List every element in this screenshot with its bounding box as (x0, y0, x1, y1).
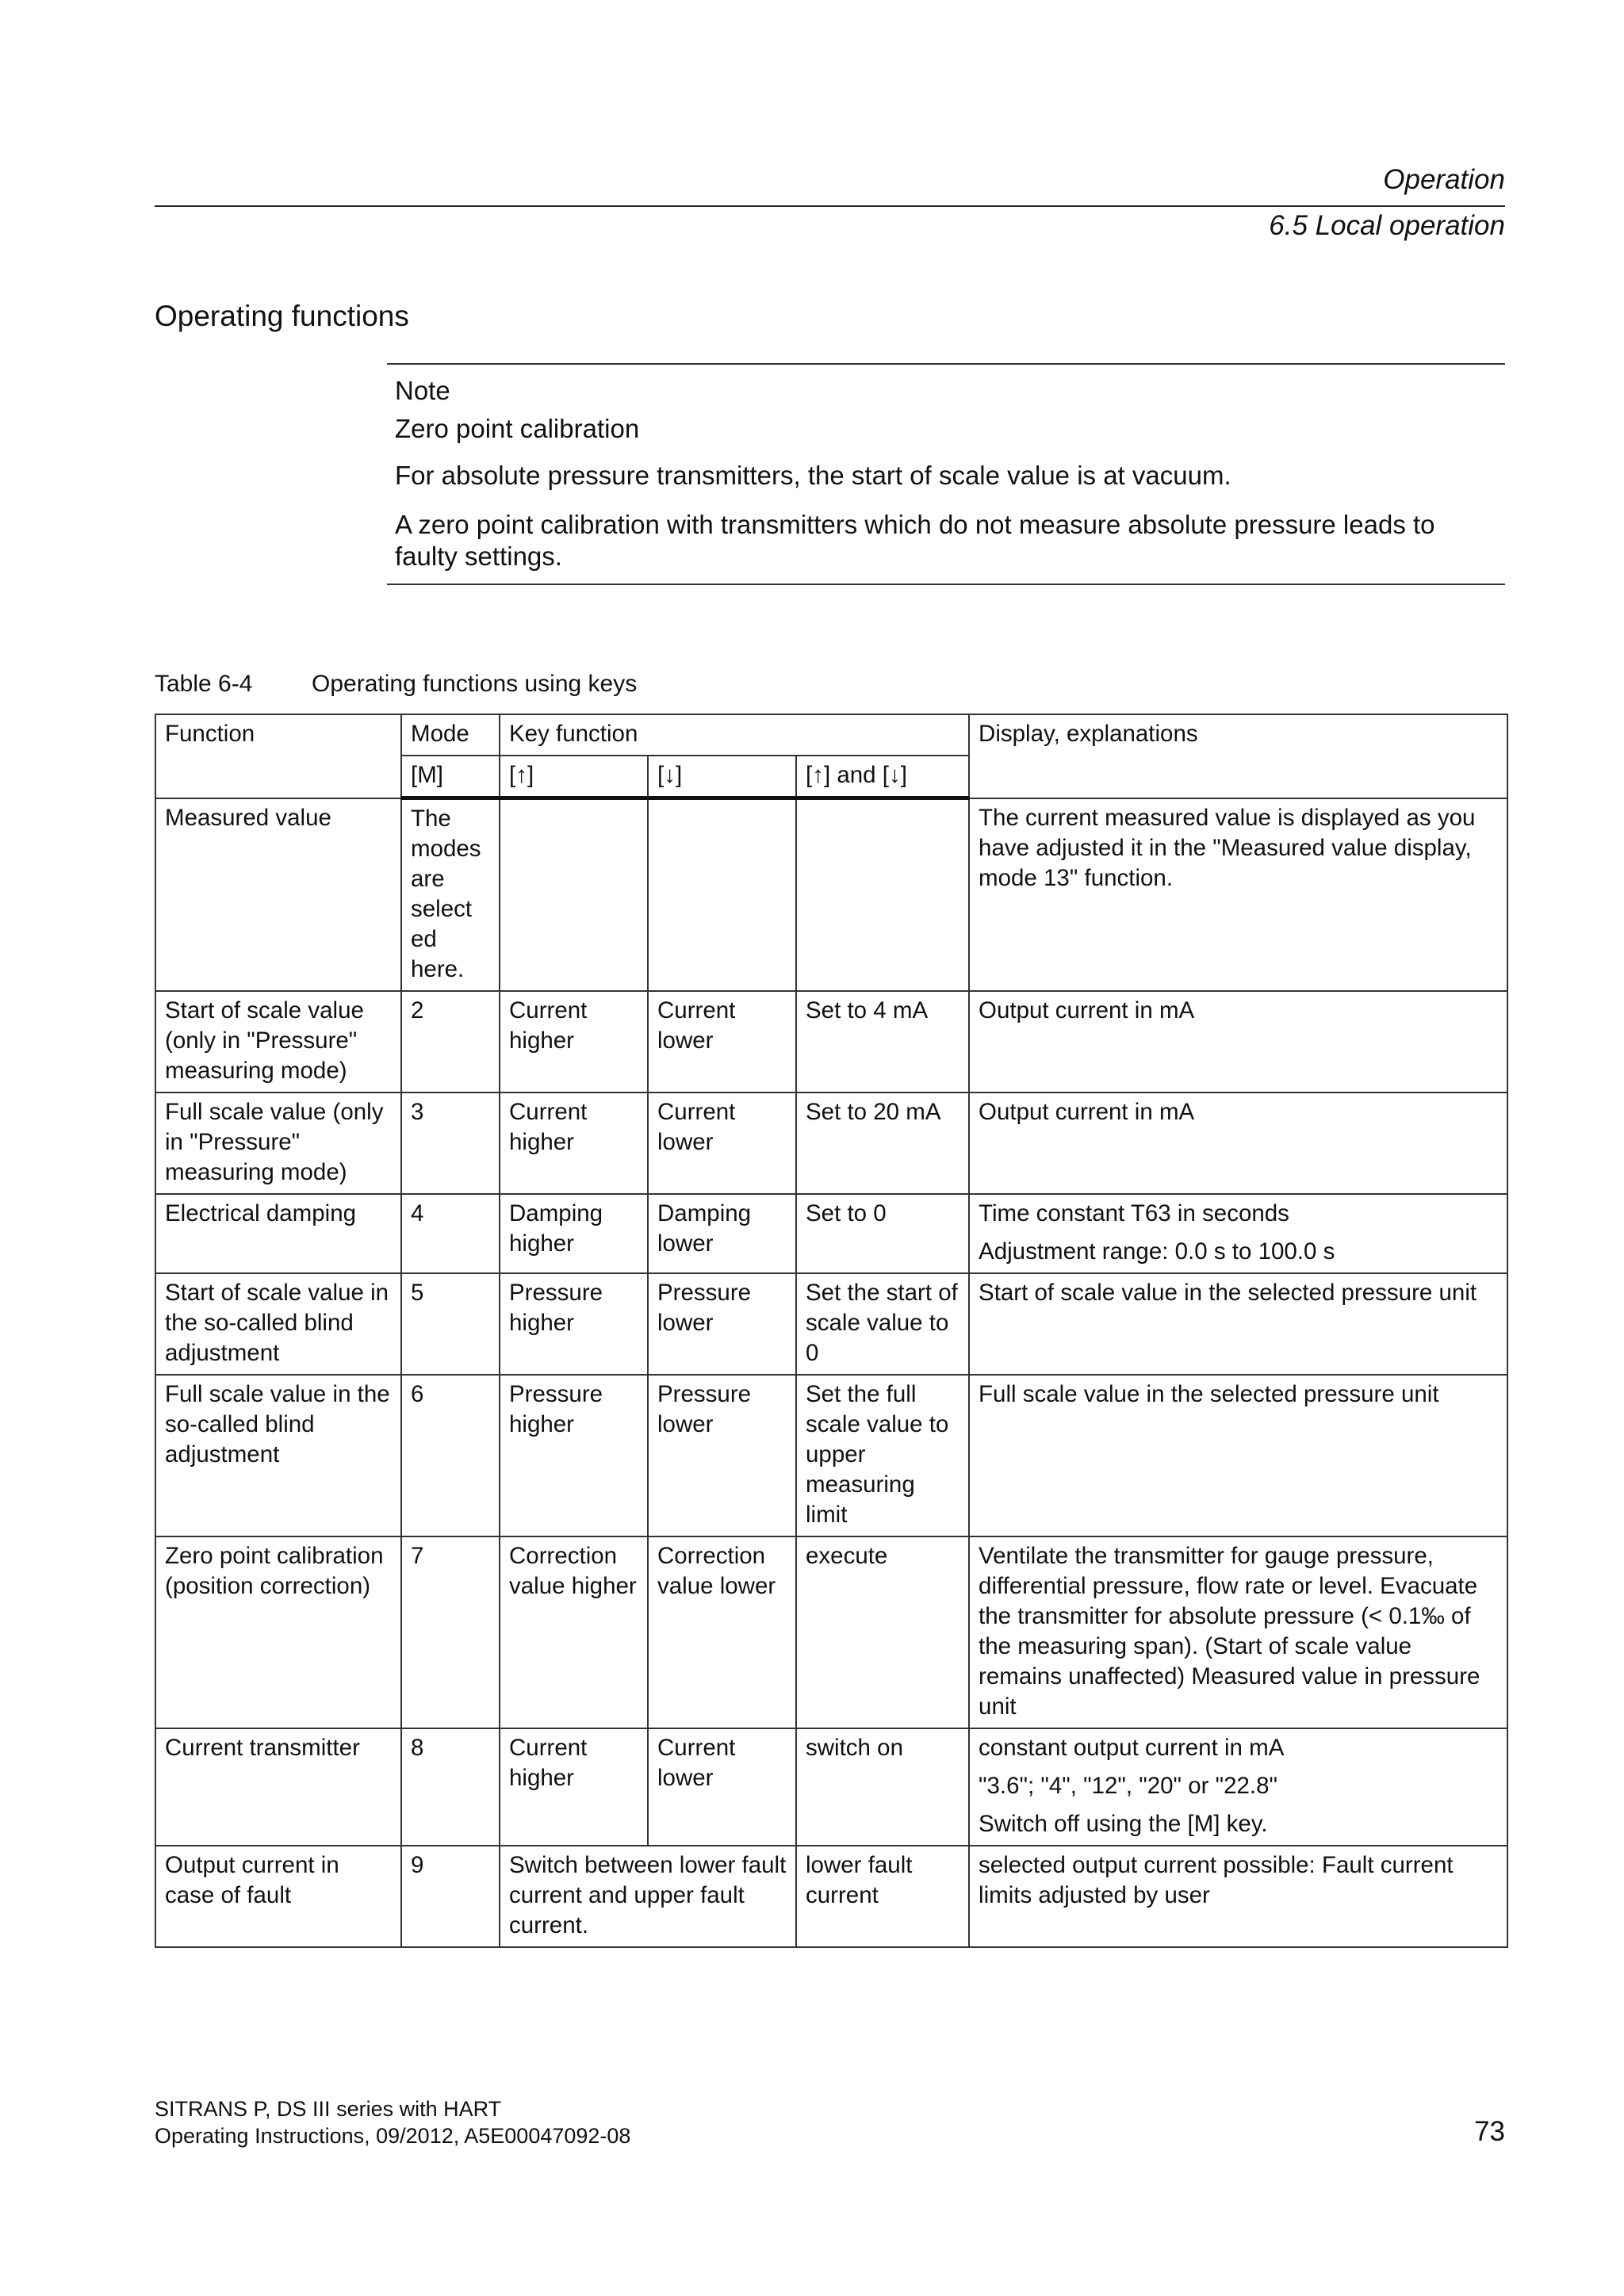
cell-mode: 7 (401, 1536, 500, 1728)
table-caption-number: Table 6-4 (155, 671, 253, 697)
display-line: Ventilate the transmitter for gauge pressure, differential pressure, flow rate or level. Evacuate the transmitter for absolute pressure (< 0.1‰ of the measuring span). (Start of scale value remains unaffected) Measured value in pressure unit (979, 1543, 1480, 1720)
section-title: Operating functions (155, 300, 409, 332)
cell-mode: 9 (401, 1846, 500, 1947)
cell-up-key (500, 798, 648, 992)
cell-down-key: Pressure lower (648, 1273, 796, 1375)
cell-display (969, 991, 1507, 1093)
table-row (155, 1728, 1507, 1846)
cell-down-key: Current lower (648, 1728, 796, 1846)
footer-product: SITRANS P, DS III series with HART (155, 2097, 502, 2121)
display-line: Adjustment range: 0.0 s to 100.0 s (979, 1238, 1335, 1265)
display-line: Switch off using the [M] key. (979, 1811, 1268, 1837)
display-line: "3.6"; "4", "12", "20" or "22.8" (979, 1773, 1278, 1799)
header-display: Display, explanations (969, 714, 1507, 798)
header-section: 6.5 Local operation (1269, 210, 1505, 241)
cell-display (969, 1375, 1507, 1536)
cell-mode: 2 (401, 991, 500, 1093)
header-down-key: [↓] (648, 756, 796, 798)
cell-both-keys: lower fault current (796, 1846, 969, 1947)
cell-up-key: Pressure higher (500, 1273, 648, 1375)
cell-both-keys: Set the full scale value to upper measuring limit (796, 1375, 969, 1536)
cell-up-key: Pressure higher (500, 1375, 648, 1536)
display-line: The current measured value is displayed as you have adjusted it in the "Measured value display, mode 13" function. (979, 804, 1476, 891)
cell-down-key: Correction value lower (648, 1536, 796, 1728)
cell-mode: 6 (401, 1375, 500, 1536)
table-row (155, 1846, 1507, 1947)
header-mode: Mode (401, 714, 500, 756)
header-up-key: [↑] (500, 756, 648, 798)
cell-both-keys: Set the start of scale value to 0 (796, 1273, 969, 1375)
cell-function: Electrical damping (155, 1194, 401, 1273)
note-label: Note (395, 376, 450, 405)
table-row (155, 1273, 1507, 1375)
cell-both-keys (796, 798, 969, 992)
cell-down-key (648, 798, 796, 992)
table-row (155, 1536, 1507, 1728)
cell-function: Full scale value (only in "Pressure" measuring mode) (155, 1093, 401, 1194)
table-caption (155, 671, 637, 698)
cell-mode: 8 (401, 1728, 500, 1846)
header-key-function: Key function (500, 714, 969, 756)
header-function: Function (155, 714, 401, 798)
cell-function: Output current in case of fault (155, 1846, 401, 1947)
cell-display (969, 1093, 1507, 1194)
cell-display (969, 798, 1507, 992)
note-box (387, 363, 1505, 585)
cell-down-key: Damping lower (648, 1194, 796, 1273)
note-paragraph: For absolute pressure transmitters, the start of scale value is at vacuum. (395, 461, 1231, 490)
cell-function: Zero point calibration (position correction) (155, 1536, 401, 1728)
cell-down-key: Current lower (648, 1093, 796, 1194)
display-line: constant output current in mA (979, 1735, 1285, 1761)
header-mode-key: [M] (401, 756, 500, 798)
header-rule (155, 205, 1505, 207)
cell-function: Current transmitter (155, 1728, 401, 1846)
table-row (155, 1375, 1507, 1536)
header-both-keys: [↑] and [↓] (796, 756, 969, 798)
cell-function: Start of scale value (only in "Pressure" measuring mode) (155, 991, 401, 1093)
cell-display (969, 1728, 1507, 1846)
display-line: Output current in mA (979, 1099, 1195, 1125)
cell-up-down-keys: Switch between lower fault current and upper fault current. (500, 1846, 796, 1947)
cell-up-key: Current higher (500, 991, 648, 1093)
cell-mode: 4 (401, 1194, 500, 1273)
cell-function: Full scale value in the so-called blind adjustment (155, 1375, 401, 1536)
cell-both-keys: Set to 0 (796, 1194, 969, 1273)
header-chapter: Operation (1383, 164, 1505, 195)
cell-function: Measured value (155, 798, 401, 992)
cell-display (969, 1536, 1507, 1728)
table-row (155, 1194, 1507, 1273)
cell-both-keys: Set to 4 mA (796, 991, 969, 1093)
display-line: Output current in mA (979, 997, 1195, 1024)
note-paragraph: A zero point calibration with transmitters which do not measure absolute pressure leads to faulty settings. (395, 510, 1435, 571)
cell-both-keys: execute (796, 1536, 969, 1728)
cell-up-key: Current higher (500, 1093, 648, 1194)
cell-both-keys: Set to 20 mA (796, 1093, 969, 1194)
table-caption-title: Operating functions using keys (312, 671, 638, 697)
cell-display: selected output current possible: Fault current limits adjusted by user (969, 1846, 1507, 1947)
cell-mode: 5 (401, 1273, 500, 1375)
display-line: Start of scale value in the selected pressure unit (979, 1280, 1477, 1306)
table-header-row (155, 714, 1507, 756)
cell-mode: The modes are select ed here. (401, 798, 500, 992)
cell-down-key: Current lower (648, 991, 796, 1093)
table-row (155, 991, 1507, 1093)
cell-mode: 3 (401, 1093, 500, 1194)
cell-display (969, 1273, 1507, 1375)
table-row (155, 1093, 1507, 1194)
cell-function: Start of scale value in the so-called blind adjustment (155, 1273, 401, 1375)
cell-down-key: Pressure lower (648, 1375, 796, 1536)
cell-both-keys: switch on (796, 1728, 969, 1846)
display-line: Full scale value in the selected pressure unit (979, 1381, 1439, 1407)
cell-up-key: Correction value higher (500, 1536, 648, 1728)
table-row (155, 798, 1507, 992)
operating-functions-table (155, 714, 1508, 1948)
cell-up-key: Damping higher (500, 1194, 648, 1273)
footer-document: Operating Instructions, 09/2012, A5E00047092-08 (155, 2124, 631, 2148)
display-line: Time constant T63 in seconds (979, 1200, 1289, 1226)
note-title: Zero point calibration (395, 414, 640, 443)
cell-up-key: Current higher (500, 1728, 648, 1846)
cell-display (969, 1194, 1507, 1273)
page-number: 73 (1474, 2116, 1505, 2147)
